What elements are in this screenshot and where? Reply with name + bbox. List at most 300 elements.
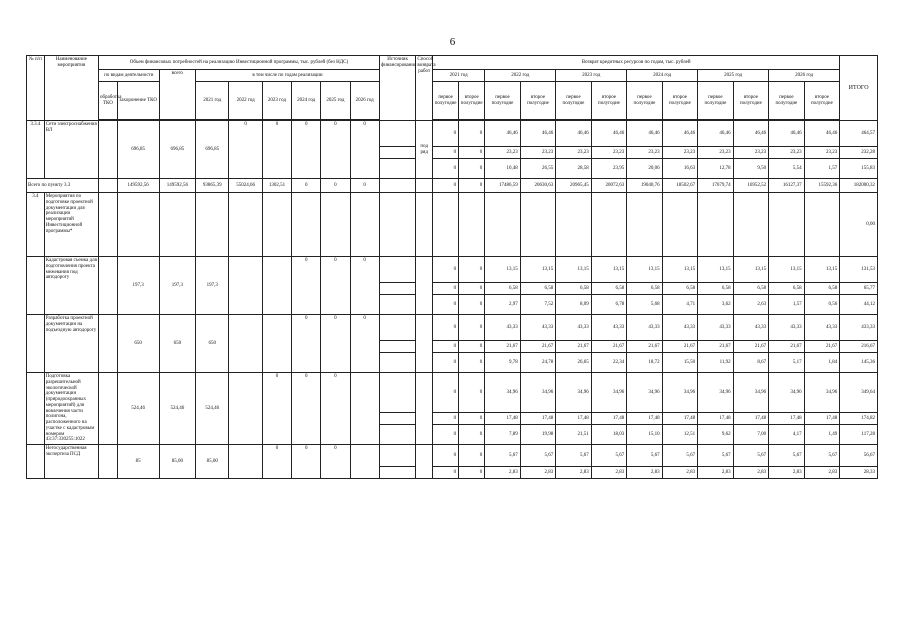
header-total: всего bbox=[159, 70, 196, 120]
return-value: 23,23 bbox=[627, 147, 662, 159]
return-value: 1,57 bbox=[804, 159, 840, 179]
return-value: 15,50 bbox=[662, 353, 697, 373]
ret-year-2025: 2025 год bbox=[698, 70, 769, 82]
return-value: 23,23 bbox=[556, 147, 591, 159]
return-value: 17,48 bbox=[769, 413, 804, 425]
return-value: 0 bbox=[459, 467, 485, 479]
return-value: 34,96 bbox=[769, 373, 804, 413]
year-value: 0 bbox=[262, 445, 291, 479]
src-label bbox=[379, 159, 416, 179]
return-value: 20630,63 bbox=[520, 179, 555, 193]
return-value: 13,15 bbox=[556, 257, 591, 283]
return-value: 17,48 bbox=[556, 413, 591, 425]
year-value: 0 bbox=[321, 445, 350, 479]
return-value: 0 bbox=[433, 257, 459, 283]
return-value: 46,46 bbox=[698, 121, 733, 147]
return-value: 4,17 bbox=[769, 425, 804, 445]
header-itogo: ИТОГО bbox=[840, 56, 878, 121]
return-value: 46,46 bbox=[520, 121, 555, 147]
return-value: 7,00 bbox=[733, 425, 768, 445]
return-value: 15592,36 bbox=[804, 179, 840, 193]
year-value: 0 bbox=[262, 121, 291, 179]
row-number bbox=[27, 445, 45, 479]
return-value: 21,67 bbox=[804, 341, 840, 353]
zah-value: 85,00 bbox=[159, 445, 196, 479]
fin-year-2025: 2025 год bbox=[321, 82, 350, 120]
table-row bbox=[27, 315, 878, 341]
return-value: 0 bbox=[433, 413, 459, 425]
blank-cell bbox=[416, 179, 433, 193]
return-value: 16127,37 bbox=[769, 179, 804, 193]
return-value: 13,15 bbox=[627, 257, 662, 283]
year-value bbox=[229, 315, 262, 373]
total-value: 524,46 bbox=[196, 373, 229, 445]
itogo-value: 44,12 bbox=[840, 295, 878, 315]
blank-cell bbox=[99, 193, 118, 257]
return-value: 21,67 bbox=[733, 341, 768, 353]
return-value: 2,63 bbox=[733, 295, 768, 315]
return-value: 34,96 bbox=[804, 373, 840, 413]
return-value: 24,78 bbox=[520, 353, 555, 373]
itogo-value: 433,33 bbox=[840, 315, 878, 341]
header-zah: захоронение ТКО bbox=[117, 82, 159, 120]
return-value: 22,34 bbox=[591, 353, 626, 373]
obr-value: 197,3 bbox=[117, 257, 159, 315]
return-value: 1,84 bbox=[804, 353, 840, 373]
blank-cell bbox=[99, 373, 118, 445]
year-value: 0 bbox=[292, 257, 321, 315]
return-value: 8,67 bbox=[733, 353, 768, 373]
return-value: 6,58 bbox=[804, 283, 840, 295]
year-value: 0 bbox=[350, 257, 379, 315]
header-return: Возврат кредитных ресурсов по годам, тыс. рублей bbox=[433, 56, 840, 70]
return-value: 0 bbox=[433, 315, 459, 341]
return-value: 17,48 bbox=[627, 413, 662, 425]
return-value: 6,58 bbox=[662, 283, 697, 295]
header-source: Источник финансирования bbox=[379, 56, 416, 121]
return-value: 0 bbox=[459, 283, 485, 295]
return-value: 17,48 bbox=[698, 413, 733, 425]
return-value: 5,67 bbox=[769, 445, 804, 467]
blank-cell bbox=[99, 315, 118, 373]
return-value: 0 bbox=[459, 341, 485, 353]
total-value: 197,3 bbox=[196, 257, 229, 315]
return-value: 21,67 bbox=[698, 341, 733, 353]
return-value: 21,67 bbox=[627, 341, 662, 353]
return-value: 1,57 bbox=[769, 295, 804, 315]
return-value: 2,83 bbox=[556, 467, 591, 479]
year-value: 0 bbox=[292, 315, 321, 373]
table-row bbox=[27, 257, 878, 283]
itogo-value: 464,57 bbox=[840, 121, 878, 147]
return-value: 2,83 bbox=[591, 467, 626, 479]
return-value: 8,09 bbox=[556, 295, 591, 315]
return-value: 0 bbox=[433, 147, 459, 159]
blank-cell bbox=[485, 193, 520, 257]
itogo-value: 155,83 bbox=[840, 159, 878, 179]
half-second: второе полугодие bbox=[662, 82, 697, 120]
row-name: Негосударственная экспертиза ПСД bbox=[44, 445, 98, 479]
return-value: 17,48 bbox=[485, 413, 520, 425]
half-first: первое полугодие bbox=[627, 82, 662, 120]
blank-cell bbox=[459, 193, 485, 257]
return-value: 6,58 bbox=[769, 283, 804, 295]
return-value: 46,46 bbox=[591, 121, 626, 147]
fin-year-2026: 2026 год bbox=[350, 82, 379, 120]
year-value: 0 bbox=[229, 121, 262, 179]
return-value: 28,58 bbox=[556, 159, 591, 179]
return-value: 0 bbox=[433, 425, 459, 445]
header-by-years: в том числе по годам реализации bbox=[196, 70, 380, 82]
return-value: 6,78 bbox=[591, 295, 626, 315]
return-value: 23,23 bbox=[733, 147, 768, 159]
return-value: 3,62 bbox=[698, 295, 733, 315]
blank-cell bbox=[99, 121, 118, 179]
return-value: 18,03 bbox=[591, 425, 626, 445]
zah-value: 524,46 bbox=[159, 373, 196, 445]
return-value: 6,58 bbox=[556, 283, 591, 295]
blank-cell bbox=[379, 179, 416, 193]
src-label bbox=[379, 353, 416, 373]
return-value: 20965,45 bbox=[556, 179, 591, 193]
year-value bbox=[350, 373, 379, 445]
return-value: 5,67 bbox=[520, 445, 555, 467]
year-value: 0 bbox=[292, 121, 321, 179]
row-name: Сети электроснабжения ВЛ bbox=[44, 121, 98, 179]
return-value: 17,48 bbox=[591, 413, 626, 425]
blank-cell bbox=[321, 193, 350, 257]
return-value: 0 bbox=[459, 315, 485, 341]
year-value bbox=[229, 373, 262, 445]
year-value bbox=[229, 445, 262, 479]
header-obr: обработка ТКО bbox=[99, 82, 118, 120]
blank-cell bbox=[99, 445, 118, 479]
return-value: 17,48 bbox=[733, 413, 768, 425]
return-value: 0 bbox=[459, 425, 485, 445]
return-value: 0 bbox=[433, 283, 459, 295]
return-value: 16952,52 bbox=[733, 179, 768, 193]
header-name: Наименование мероприятия bbox=[44, 56, 98, 121]
return-value: 5,67 bbox=[698, 445, 733, 467]
half-second: второе полугодие bbox=[459, 82, 485, 120]
total-value: 696,85 bbox=[196, 121, 229, 179]
blank-cell bbox=[520, 193, 555, 257]
return-value: 6,58 bbox=[485, 283, 520, 295]
return-value: 34,96 bbox=[520, 373, 555, 413]
blank-cell bbox=[433, 193, 459, 257]
blank-cell bbox=[99, 179, 118, 193]
return-value: 43,33 bbox=[662, 315, 697, 341]
return-value: 0 bbox=[433, 341, 459, 353]
blank-cell bbox=[804, 193, 840, 257]
return-value: 43,33 bbox=[591, 315, 626, 341]
fin-year-2024: 2024 год bbox=[292, 82, 321, 120]
ret-year-2021: 2021 год bbox=[433, 70, 485, 82]
return-value: 43,33 bbox=[769, 315, 804, 341]
return-value: 2,83 bbox=[627, 467, 662, 479]
return-value: 16,63 bbox=[662, 159, 697, 179]
src-label bbox=[379, 413, 416, 425]
return-value: 0 bbox=[433, 179, 459, 193]
return-value: 5,67 bbox=[485, 445, 520, 467]
return-value: 23,23 bbox=[520, 147, 555, 159]
return-value: 21,67 bbox=[591, 341, 626, 353]
return-value: 0 bbox=[433, 295, 459, 315]
return-value: 2,83 bbox=[520, 467, 555, 479]
obr-value: 149592,56 bbox=[117, 179, 159, 193]
table-row bbox=[27, 373, 878, 413]
blank-cell bbox=[698, 193, 733, 257]
return-value: 34,96 bbox=[662, 373, 697, 413]
return-value: 20,06 bbox=[627, 159, 662, 179]
return-value: 2,83 bbox=[733, 467, 768, 479]
itogo-value: 145,36 bbox=[840, 353, 878, 373]
return-value: 46,46 bbox=[662, 121, 697, 147]
return-value: 9,50 bbox=[733, 159, 768, 179]
return-value: 9,62 bbox=[698, 425, 733, 445]
return-value: 0 bbox=[433, 159, 459, 179]
year-value: 0 bbox=[292, 445, 321, 479]
return-value: 0 bbox=[459, 147, 485, 159]
return-value: 0 bbox=[459, 179, 485, 193]
return-value: 23,23 bbox=[698, 147, 733, 159]
return-value: 0 bbox=[459, 295, 485, 315]
year-value: 1302,51 bbox=[262, 179, 291, 193]
return-value: 6,58 bbox=[733, 283, 768, 295]
itogo-value: 216,67 bbox=[840, 341, 878, 353]
return-value: 21,67 bbox=[485, 341, 520, 353]
itogo-value: 232,28 bbox=[840, 147, 878, 159]
obr-value: 85 bbox=[117, 445, 159, 479]
return-value: 21,67 bbox=[556, 341, 591, 353]
return-value: 34,96 bbox=[733, 373, 768, 413]
half-first: первое полугодие bbox=[769, 82, 804, 120]
row-number: 3.3.4 bbox=[27, 121, 45, 179]
itogo-value: 131,53 bbox=[840, 257, 878, 283]
return-value: 23,23 bbox=[769, 147, 804, 159]
row-name: Подготовка разрешительной экологической документации (природоохранных мероприятий) для вовлечения части полигона, расположенного на участке с кадастровым номером 43:37:330255:1022 bbox=[44, 373, 98, 445]
itogo-value: 349,64 bbox=[840, 373, 878, 413]
return-value: 13,15 bbox=[662, 257, 697, 283]
header-finance: Объем финансовых потребностей на реализацию Инвестиционной программы, тыс. рублей (без НДС) bbox=[99, 56, 380, 70]
return-value: 1,49 bbox=[804, 425, 840, 445]
return-value: 5,54 bbox=[769, 159, 804, 179]
year-value: 0 bbox=[321, 373, 350, 445]
blank-cell bbox=[117, 193, 159, 257]
return-value: 5,67 bbox=[627, 445, 662, 467]
return-value: 2,83 bbox=[698, 467, 733, 479]
method-value bbox=[416, 257, 433, 315]
half-first: первое полугодие bbox=[556, 82, 591, 120]
return-value: 46,46 bbox=[485, 121, 520, 147]
return-value: 5,67 bbox=[556, 445, 591, 467]
return-value: 13,15 bbox=[698, 257, 733, 283]
total-value: 650 bbox=[196, 315, 229, 373]
header-method: Способ возврата работ bbox=[416, 56, 433, 121]
return-value: 46,46 bbox=[733, 121, 768, 147]
row-name: Кадастровая съемка для подготовления проекта межевания под автодорогу bbox=[44, 257, 98, 315]
return-value: 7,89 bbox=[485, 425, 520, 445]
return-value: 19040,76 bbox=[627, 179, 662, 193]
return-value: 13,15 bbox=[804, 257, 840, 283]
header-by-types: по видам деятельности bbox=[99, 70, 160, 82]
return-value: 17486,59 bbox=[485, 179, 520, 193]
return-value: 5,17 bbox=[769, 353, 804, 373]
itogo-value: 117,28 bbox=[840, 425, 878, 445]
return-value: 12,78 bbox=[698, 159, 733, 179]
return-value: 0 bbox=[433, 373, 459, 413]
total-label: Всего по пункту 3.3 bbox=[27, 179, 99, 193]
return-value: 34,96 bbox=[556, 373, 591, 413]
return-value: 5,67 bbox=[591, 445, 626, 467]
method-value: под ряд bbox=[416, 121, 433, 179]
return-value: 17,48 bbox=[804, 413, 840, 425]
src-label bbox=[379, 315, 416, 341]
row-number bbox=[27, 373, 45, 445]
year-value: 0 bbox=[350, 121, 379, 179]
half-second: второе полугодие bbox=[804, 82, 840, 120]
itogo-value: 0,00 bbox=[840, 193, 878, 257]
zah-value: 197,3 bbox=[159, 257, 196, 315]
itogo-value: 174,82 bbox=[840, 413, 878, 425]
return-value: 17,48 bbox=[520, 413, 555, 425]
ret-year-2026: 2026 год bbox=[769, 70, 840, 82]
blank-cell bbox=[99, 257, 118, 315]
return-value: 2,97 bbox=[485, 295, 520, 315]
blank-cell bbox=[292, 193, 321, 257]
year-value bbox=[262, 315, 291, 373]
return-value: 5,67 bbox=[733, 445, 768, 467]
return-value: 9,78 bbox=[485, 353, 520, 373]
obr-value: 524,46 bbox=[117, 373, 159, 445]
fin-year-2021: 2021 год bbox=[196, 82, 229, 120]
return-value: 0 bbox=[459, 159, 485, 179]
return-value: 13,15 bbox=[769, 257, 804, 283]
return-value: 5,67 bbox=[662, 445, 697, 467]
src-label bbox=[379, 341, 416, 353]
return-value: 18502,67 bbox=[662, 179, 697, 193]
return-value: 5,68 bbox=[627, 295, 662, 315]
src-label bbox=[379, 467, 416, 479]
total-value: 85,00 bbox=[196, 445, 229, 479]
return-value: 15,10 bbox=[627, 425, 662, 445]
return-value: 34,96 bbox=[627, 373, 662, 413]
return-value: 0 bbox=[459, 353, 485, 373]
year-value: 0 bbox=[321, 121, 350, 179]
return-value: 19,98 bbox=[520, 425, 555, 445]
src-label bbox=[379, 295, 416, 315]
year-value: 0 bbox=[321, 179, 350, 193]
return-value: 6,58 bbox=[627, 283, 662, 295]
year-value: 0 bbox=[350, 179, 379, 193]
blank-cell bbox=[769, 193, 804, 257]
return-value: 46,46 bbox=[627, 121, 662, 147]
return-value: 43,33 bbox=[627, 315, 662, 341]
method-value bbox=[416, 315, 433, 373]
return-value: 43,33 bbox=[733, 315, 768, 341]
src-label bbox=[379, 121, 416, 147]
half-first: первое полугодие bbox=[698, 82, 733, 120]
return-value: 43,33 bbox=[485, 315, 520, 341]
blank-cell bbox=[591, 193, 626, 257]
itogo-value: 182000,32 bbox=[840, 179, 878, 193]
return-value: 18,72 bbox=[627, 353, 662, 373]
return-value: 0 bbox=[433, 445, 459, 467]
return-value: 26,65 bbox=[556, 353, 591, 373]
method-value bbox=[416, 373, 433, 445]
row-number bbox=[27, 315, 45, 373]
return-value: 6,58 bbox=[591, 283, 626, 295]
return-value: 4,71 bbox=[662, 295, 697, 315]
section-row bbox=[27, 193, 878, 257]
src-label bbox=[379, 257, 416, 283]
return-value: 46,46 bbox=[769, 121, 804, 147]
return-value: 34,96 bbox=[591, 373, 626, 413]
method-value bbox=[416, 445, 433, 479]
blank-cell bbox=[733, 193, 768, 257]
return-value: 20072,63 bbox=[591, 179, 626, 193]
return-value: 13,15 bbox=[520, 257, 555, 283]
blank-cell bbox=[196, 193, 229, 257]
return-value: 7,52 bbox=[520, 295, 555, 315]
return-value: 0 bbox=[459, 413, 485, 425]
ret-year-2022: 2022 год bbox=[485, 70, 556, 82]
return-value: 46,46 bbox=[804, 121, 840, 147]
zah-value: 650 bbox=[159, 315, 196, 373]
row-name: Разработка проектной документации на подъездную автодорогу bbox=[44, 315, 98, 373]
return-value: 10,48 bbox=[485, 159, 520, 179]
src-label bbox=[379, 147, 416, 159]
blank-cell bbox=[627, 193, 662, 257]
blank-cell bbox=[262, 193, 291, 257]
blank-cell bbox=[229, 193, 262, 257]
obr-value: 696,85 bbox=[117, 121, 159, 179]
fin-year-2023: 2023 год bbox=[262, 82, 291, 120]
return-value: 23,23 bbox=[485, 147, 520, 159]
return-value: 46,46 bbox=[556, 121, 591, 147]
return-value: 26,55 bbox=[520, 159, 555, 179]
blank-cell bbox=[662, 193, 697, 257]
return-value: 23,95 bbox=[591, 159, 626, 179]
year-value bbox=[262, 257, 291, 315]
return-value: 0 bbox=[459, 445, 485, 467]
return-value: 0 bbox=[433, 121, 459, 147]
blank-cell bbox=[159, 193, 196, 257]
return-value: 21,67 bbox=[769, 341, 804, 353]
return-value: 0 bbox=[433, 353, 459, 373]
fin-year-2022: 2022 год bbox=[229, 82, 262, 120]
itogo-value: 56,67 bbox=[840, 445, 878, 467]
return-value: 0,56 bbox=[804, 295, 840, 315]
header-num: № п/п bbox=[27, 56, 45, 121]
return-value: 43,33 bbox=[556, 315, 591, 341]
zah-value: 696,85 bbox=[159, 121, 196, 179]
return-value: 13,15 bbox=[733, 257, 768, 283]
zah-value: 149592,56 bbox=[159, 179, 196, 193]
year-value: 0 bbox=[292, 179, 321, 193]
return-value: 0 bbox=[459, 121, 485, 147]
return-value: 0 bbox=[459, 373, 485, 413]
return-value: 6,58 bbox=[520, 283, 555, 295]
src-label bbox=[379, 425, 416, 445]
row-name: Мероприятия по подготовке проектной документации для реализации мероприятий Инвестиционной программы* bbox=[44, 193, 98, 257]
year-value: 0 bbox=[262, 373, 291, 445]
blank-cell bbox=[556, 193, 591, 257]
return-value: 17,48 bbox=[662, 413, 697, 425]
return-value: 2,83 bbox=[485, 467, 520, 479]
year-value: 0 bbox=[321, 257, 350, 315]
half-first: первое полугодие bbox=[433, 82, 459, 120]
